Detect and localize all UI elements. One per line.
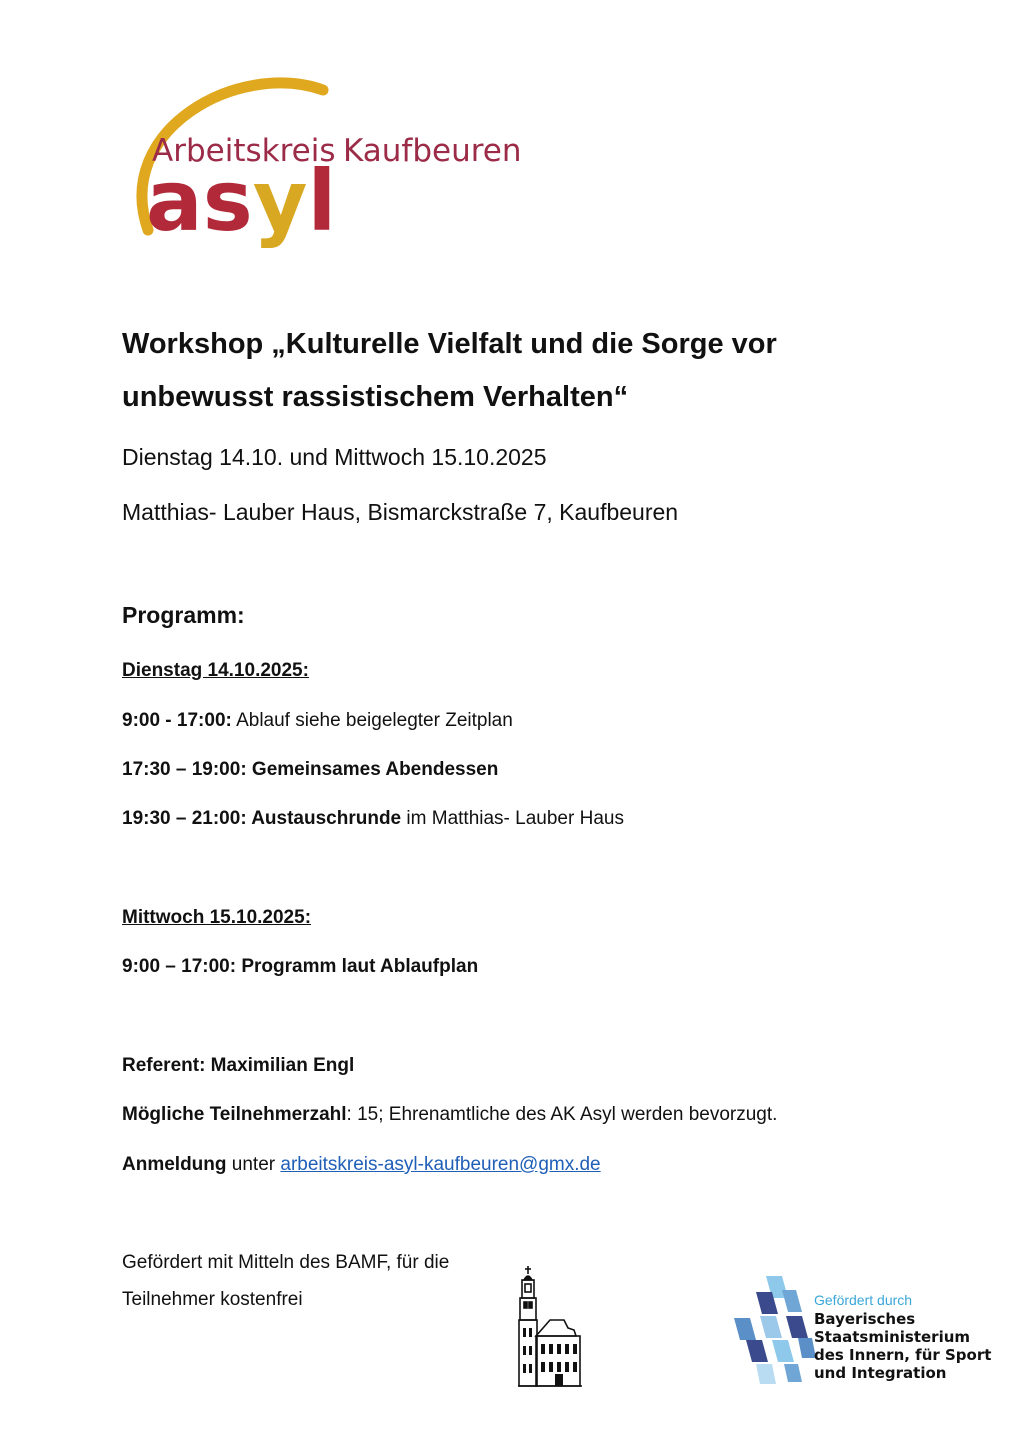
- church-icon: [514, 1266, 586, 1388]
- registration-email-link[interactable]: arbeitskreis-asyl-kaufbeuren@gmx.de: [280, 1154, 601, 1175]
- title-line-2: unbewusst rassistischem Verhalten“: [122, 381, 629, 413]
- day1-item-2-time: 17:30 – 19:00: Gemeinsames Abendessen: [122, 759, 499, 780]
- day1-item-1-text: Ablauf siehe beigelegter Zeitplan: [231, 710, 513, 731]
- ministry-line-4: und Integration: [814, 1364, 947, 1382]
- registration-info: [122, 1154, 601, 1176]
- ministry-line-1: Bayerisches: [814, 1310, 916, 1328]
- day1-item-1: [122, 710, 513, 732]
- day1-heading: Dienstag 14.10.2025:: [122, 660, 309, 681]
- participants-label: Mögliche Teilnehmerzahl: [122, 1104, 347, 1125]
- page-title: [122, 318, 882, 424]
- ministry-line-3: des Innern, für Sport: [814, 1346, 992, 1364]
- logo-word-arbeitskreis: Arbeitskreis: [152, 133, 336, 169]
- bavarian-diamond-pattern-icon: [734, 1276, 816, 1384]
- referent: Referent: Maximilian Engl: [122, 1055, 355, 1076]
- program-heading: Programm:: [122, 602, 245, 628]
- arbeitskreis-asyl-logo: [118, 70, 522, 262]
- day2-item-1: [122, 956, 478, 978]
- bavarian-ministry-logo: [726, 1272, 992, 1392]
- day1-item-3-time: 19:30 – 21:00: Austauschrunde: [122, 808, 402, 829]
- day2-heading: Mittwoch 15.10.2025:: [122, 907, 312, 928]
- participants-info: [122, 1104, 777, 1126]
- day2-item-1-time: 9:00 – 17:00: Programm laut Ablaufplan: [122, 956, 479, 977]
- event-location: Matthias- Lauber Haus, Bismarckstraße 7, Kaufbeuren: [122, 499, 679, 525]
- ministry-line-2: Staatsministerium: [814, 1328, 971, 1346]
- event-dates: Dienstag 14.10. und Mittwoch 15.10.2025: [122, 444, 547, 470]
- day1-item-2: [122, 759, 498, 781]
- day1-item-1-time: 9:00 - 17:00:: [122, 710, 232, 731]
- title-line-1: Workshop „Kulturelle Vielfalt und die Sorge vor: [122, 328, 777, 360]
- logo-word-asyl: asyl: [146, 152, 337, 250]
- day1-item-3: [122, 808, 624, 830]
- day1-item-3-text: im Matthias- Lauber Haus: [401, 808, 624, 829]
- logo-word-kaufbeuren: Kaufbeuren: [343, 133, 522, 169]
- ministry-funded-by: Gefördert durch: [814, 1292, 913, 1308]
- funding-line-1: Gefördert mit Mitteln des BAMF, für die: [122, 1252, 450, 1273]
- registration-text: unter: [226, 1154, 281, 1175]
- registration-label: Anmeldung: [122, 1154, 227, 1175]
- participants-text: : 15; Ehrenamtliche des AK Asyl werden bevorzugt.: [346, 1104, 778, 1125]
- funding-line-2: Teilnehmer kostenfrei: [122, 1289, 303, 1310]
